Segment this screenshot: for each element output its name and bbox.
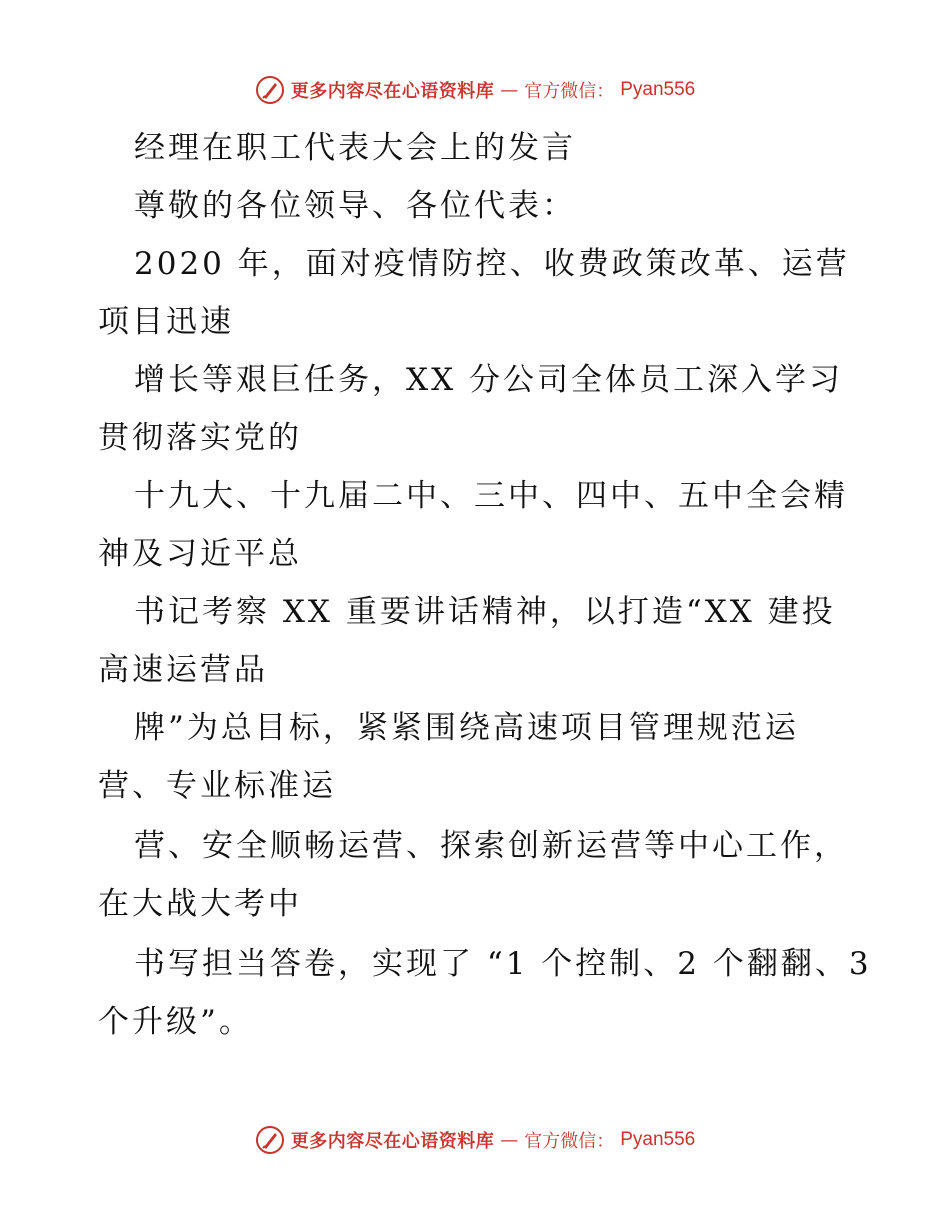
paragraph-line: 项目迅速 [98,304,234,340]
paragraph-line: 个升级”。 [98,1004,253,1040]
salutation: 尊敬的各位领导、各位代表： [134,188,576,224]
document-title: 经理在职工代表大会上的发言 [134,130,576,166]
paragraph-line: 书记考察 XX 重要讲话精神，以打造“XX 建投 [134,594,836,630]
paragraph-line: 2020 年，面对疫情防控、收费政策改革、运营 [134,246,850,282]
paragraph-line: 营、安全顺畅运营、探索创新运营等中心工作， [134,828,848,864]
banner-main-text: 更多内容尽在心语资料库 [290,81,495,102]
banner-sub-text: 官方微信： [524,1131,615,1152]
banner-main-text: 更多内容尽在心语资料库 [290,1131,495,1152]
paragraph-line: 高速运营品 [98,652,268,688]
paragraph-line: 书写担当答卷，实现了 “1 个控制、2 个翻翻、3 [134,946,872,982]
banner-dash: — [500,1129,519,1151]
banner-dash: — [500,79,519,101]
quill-pen-icon [255,75,285,105]
banner-wechat-id: Pyan556 [620,1129,696,1150]
paragraph-line: 在大战大考中 [98,886,302,922]
paragraph-line: 十九大、十九届二中、三中、四中、五中全会精 [134,478,848,514]
paragraph-line: 神及习近平总 [98,536,302,572]
quill-pen-icon [255,1125,285,1155]
paragraph-line: 贯彻落实党的 [98,420,302,456]
paragraph-line: 营、专业标准运 [98,768,336,804]
header-banner [0,70,950,110]
paragraph-line: 增长等艰巨任务，XX 分公司全体员工深入学习 [134,362,843,398]
footer-banner [0,1120,950,1160]
paragraph-line: 牌”为总目标，紧紧围绕高速项目管理规范运 [134,710,799,746]
banner-wechat-id: Pyan556 [620,79,696,100]
banner-sub-text: 官方微信： [524,81,615,102]
